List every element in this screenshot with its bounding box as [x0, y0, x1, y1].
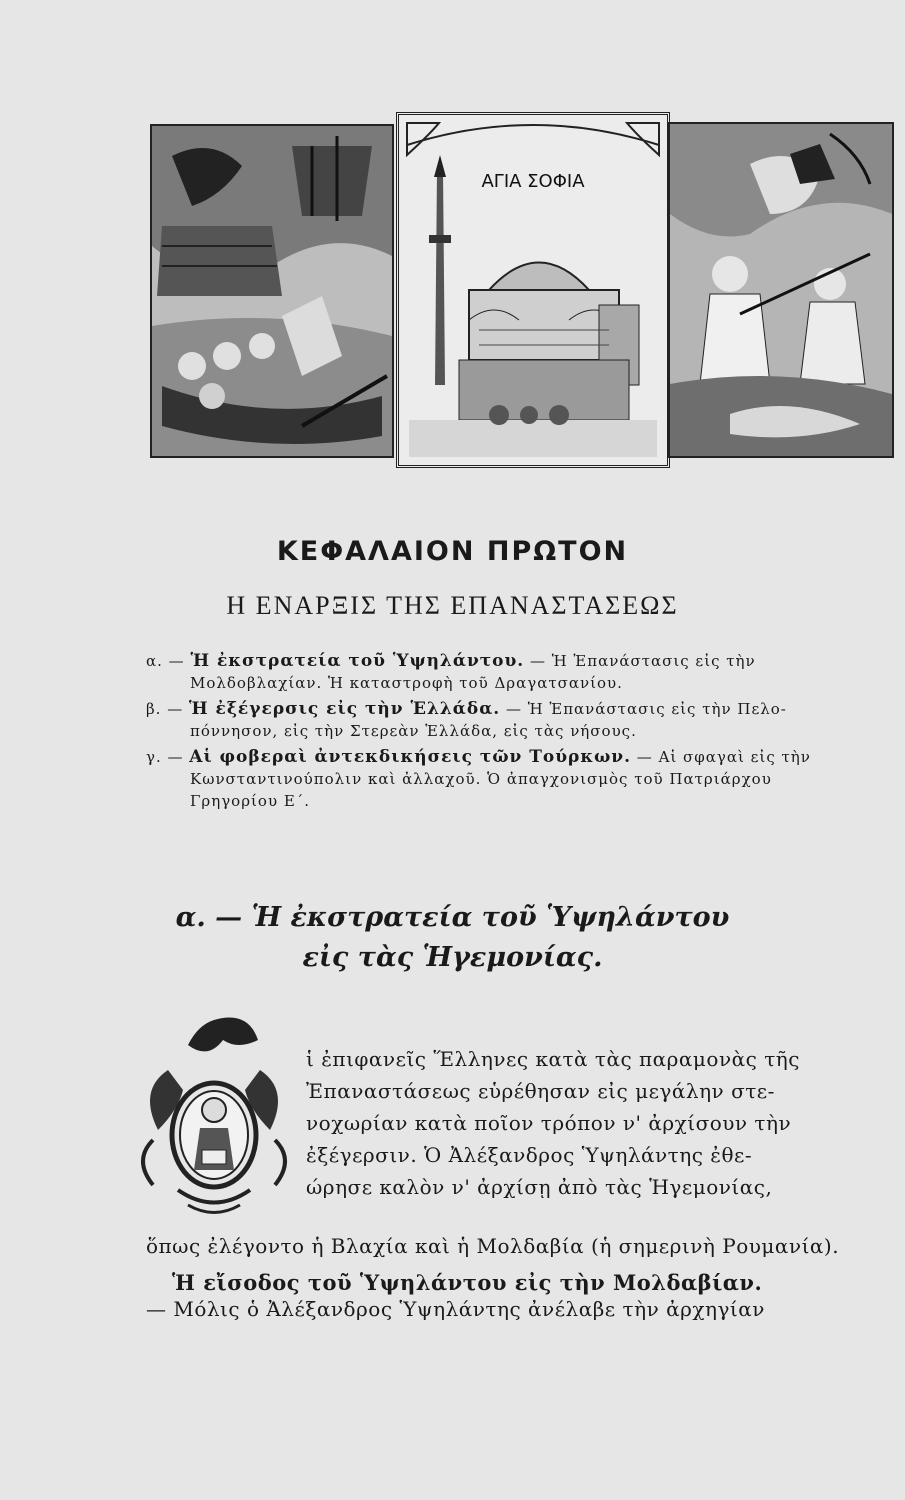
outline-text: Γρηγορίου Ε΄.	[190, 792, 311, 810]
body-paragraph	[306, 1043, 874, 1203]
outline-heading: Ἡ ἐκστρατεία τοῦ Ὑψηλάντου.	[190, 651, 525, 671]
chapter-outline	[146, 650, 876, 816]
naval-battle-engraving	[150, 124, 394, 458]
outline-text: Μολδοβλαχίαν. Ἡ καταστροφὴ τοῦ Δραγατσανίου.	[190, 674, 623, 692]
body-line: Ἐπαναστάσεως εὑρέθησαν εἰς μεγάλην στε-	[306, 1079, 775, 1103]
chapter-subtitle: Η ΕΝΑΡΞΙΣ ΤΗΣ ΕΠΑΝΑΣΤΑΣΕΩΣ	[226, 591, 679, 620]
outline-text: — Αἱ σφαγαὶ εἰς τὴν	[636, 748, 811, 766]
body-line: — Μόλις ὁ Ἀλέξανδρος Ὑψηλάντης ἀνέλαβε τὴν ἀρχηγίαν	[146, 1297, 765, 1321]
section-heading	[0, 898, 905, 978]
body-line: νοχωρίαν κατὰ ποῖον τρόπον ν' ἀρχίσουν τὴν	[306, 1111, 792, 1135]
outline-text: πόννησον, εἰς τὴν Στερεὰν Ἑλλάδα, εἰς τὰς νήσους.	[190, 722, 637, 740]
paragraph-subheading: Ἡ εἴσοδος τοῦ Ὑψηλάντου εἰς τὴν Μολδαβίαν.	[172, 1270, 763, 1295]
outline-text: Κωνσταντινούπολιν καὶ ἀλλαχοῦ. Ὁ ἀπαγχονισμὸς τοῦ Πατριάρχου	[190, 770, 772, 788]
outline-text: — Ἡ Ἐπανάστασις εἰς τὴν	[530, 652, 756, 670]
body-line: ἱ ἐπιφανεῖς Ἕλληνες κατὰ τὰς παραμονὰς τῆς	[306, 1047, 800, 1071]
body-line: ὅπως ἐλέγοντο ἡ Βλαχία καὶ ἡ Μολδαβία (ἡ σημερινὴ Ρουμανία).	[146, 1234, 840, 1258]
drop-cap-ornament	[128, 1010, 300, 1220]
outline-letter: γ. —	[146, 748, 184, 766]
outline-heading: Αἱ φοβεραὶ ἀντεκδικήσεις τῶν Τούρκων.	[189, 747, 632, 767]
body-line: ἐξέγερσιν. Ὁ Ἀλέξανδρος Ὑψηλάντης ἐθε-	[306, 1143, 753, 1167]
section-heading-line: εἰς τὰς Ἡγεμονίας.	[302, 942, 603, 973]
outline-letter: α. —	[146, 652, 185, 670]
chapter-title: ΚΕΦΑΛΑΙΟΝ ΠΡΩΤΟΝ	[276, 536, 629, 567]
outline-heading: Ἡ ἐξέγερσις εἰς τὴν Ἑλλάδα.	[189, 699, 501, 719]
hagia-sophia-engraving	[396, 112, 670, 468]
outline-letter: β. —	[146, 700, 184, 718]
illustration-banner	[150, 112, 890, 462]
battle-scene-engraving	[668, 122, 894, 458]
body-line: ώρησε καλὸν ν' ἀρχίσῃ ἀπὸ τὰς Ἡγεμονίας,	[306, 1175, 773, 1199]
outline-text: — Ἡ Ἐπανάστασις εἰς τὴν Πελο-	[505, 700, 787, 718]
section-heading-line: α. — Ἡ ἐκστρατεία τοῦ Ὑψηλάντου	[175, 902, 730, 933]
outline-item	[146, 698, 876, 742]
outline-item	[146, 746, 876, 812]
hagia-sophia-caption: ΑΓΙΑ ΣΟΦΙΑ	[481, 171, 585, 192]
outline-item	[146, 650, 876, 694]
